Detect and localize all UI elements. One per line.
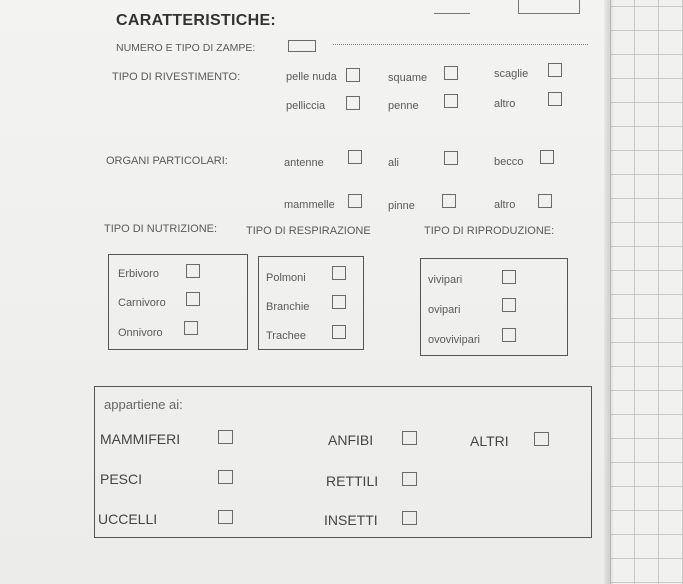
option-antenne-checkbox[interactable] — [348, 150, 362, 164]
option-insetti-checkbox[interactable] — [402, 511, 417, 525]
option-altro-organi-label: altro — [494, 199, 516, 211]
option-uccelli-checkbox[interactable] — [218, 510, 233, 524]
option-antenne-label: antenne — [284, 157, 324, 169]
option-insetti-label: INSETTI — [324, 512, 378, 528]
zampe-answer-line[interactable] — [333, 44, 588, 45]
option-vivipari-checkbox[interactable] — [502, 270, 516, 284]
option-carnivoro-label: Carnivoro — [118, 297, 166, 309]
option-anfibi-label: ANFIBI — [328, 432, 374, 448]
option-polmoni-checkbox[interactable] — [332, 266, 346, 280]
option-penne-label: penne — [388, 100, 419, 112]
page-edge-shadow — [604, 0, 614, 584]
option-pelle-nuda-label: pelle nuda — [286, 71, 337, 83]
respirazione-label: TIPO DI RESPIRAZIONE — [246, 225, 371, 237]
option-altri-label: ALTRI — [470, 433, 509, 449]
option-becco-checkbox[interactable] — [540, 150, 554, 164]
option-ovovivipari-checkbox[interactable] — [502, 328, 516, 342]
option-scaglie-label: scaglie — [494, 68, 529, 80]
top-box-fragment — [518, 0, 580, 14]
option-mammiferi-checkbox[interactable] — [218, 430, 233, 444]
option-squame-checkbox[interactable] — [444, 66, 458, 80]
option-ali-label: ali — [388, 157, 400, 169]
option-penne-checkbox[interactable] — [444, 94, 458, 108]
option-pelliccia-label: pelliccia — [286, 100, 326, 112]
zampe-input-box[interactable] — [288, 40, 316, 52]
option-altri-checkbox[interactable] — [534, 432, 549, 446]
option-ovovivipari-label: ovovivipari — [428, 334, 480, 346]
option-mammelle-label: mammelle — [284, 199, 335, 211]
option-trachee-label: Trachee — [266, 330, 306, 342]
option-mammiferi-label: MAMMIFERI — [100, 431, 181, 447]
option-erbivoro-label: Erbivoro — [118, 268, 159, 280]
appartiene-label: appartiene ai: — [104, 397, 183, 412]
option-pinne-checkbox[interactable] — [442, 194, 456, 208]
option-altro-rivestimento-label: altro — [494, 98, 516, 110]
option-pesci-checkbox[interactable] — [218, 470, 233, 484]
option-ovipari-checkbox[interactable] — [502, 298, 516, 312]
option-uccelli-label: UCCELLI — [98, 511, 158, 527]
option-onnivoro-label: Onnivoro — [118, 327, 163, 339]
option-altro-rivestimento-checkbox[interactable] — [548, 92, 562, 106]
organi-label: ORGANI PARTICOLARI: — [106, 155, 228, 167]
option-scaglie-checkbox[interactable] — [548, 63, 562, 77]
rivestimento-label: TIPO DI RIVESTIMENTO: — [112, 71, 241, 83]
option-branchie-label: Branchie — [266, 301, 310, 313]
option-vivipari-label: vivipari — [428, 274, 463, 286]
option-erbivoro-checkbox[interactable] — [186, 264, 200, 278]
option-ali-checkbox[interactable] — [444, 151, 458, 165]
option-pesci-label: PESCI — [100, 471, 143, 487]
option-carnivoro-checkbox[interactable] — [186, 292, 200, 306]
option-anfibi-checkbox[interactable] — [402, 431, 417, 445]
option-rettili-label: RETTILI — [326, 473, 379, 489]
option-pelliccia-checkbox[interactable] — [346, 96, 360, 110]
top-drawing-fragment — [434, 0, 470, 14]
zampe-label: NUMERO E TIPO DI ZAMPE: — [116, 42, 256, 54]
nutrizione-label: TIPO DI NUTRIZIONE: — [104, 223, 218, 235]
option-pinne-label: pinne — [388, 200, 415, 212]
option-polmoni-label: Polmoni — [266, 272, 306, 284]
option-rettili-checkbox[interactable] — [402, 472, 417, 486]
option-branchie-checkbox[interactable] — [332, 295, 346, 309]
graph-paper-background — [610, 0, 683, 584]
option-ovipari-label: ovipari — [428, 304, 461, 316]
option-becco-label: becco — [494, 156, 524, 168]
option-onnivoro-checkbox[interactable] — [184, 321, 198, 335]
option-trachee-checkbox[interactable] — [332, 325, 346, 339]
riproduzione-label: TIPO DI RIPRODUZIONE: — [424, 225, 555, 237]
option-pelle-nuda-checkbox[interactable] — [346, 68, 360, 82]
option-mammelle-checkbox[interactable] — [348, 194, 362, 208]
option-altro-organi-checkbox[interactable] — [538, 194, 552, 208]
page-title: CARATTERISTICHE: — [116, 12, 277, 29]
option-squame-label: squame — [388, 72, 428, 84]
